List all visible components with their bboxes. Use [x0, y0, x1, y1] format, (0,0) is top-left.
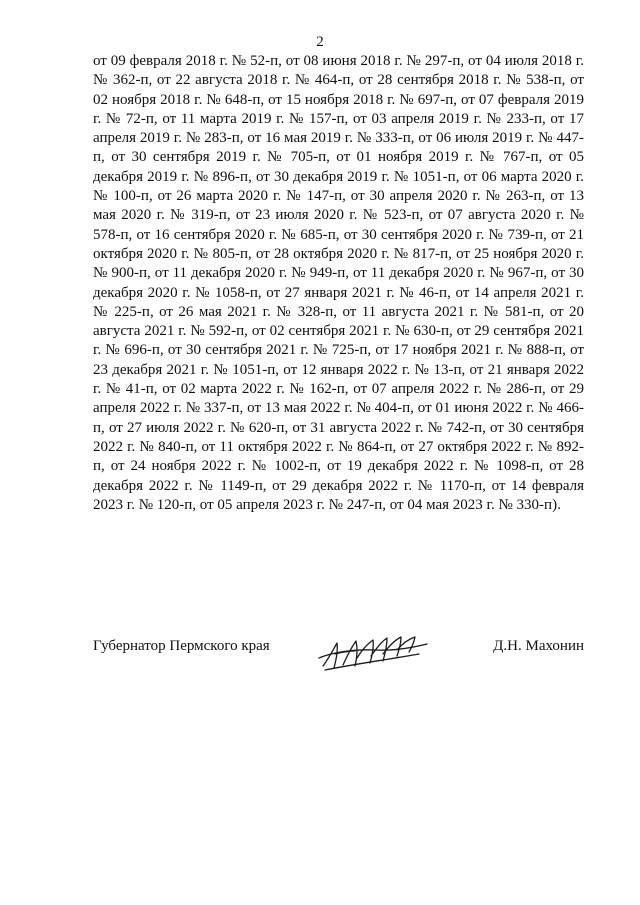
body-paragraph: от 09 февраля 2018 г. № 52-п, от 08 июня 2018 г. № 297-п, от 04 июля 2018 г. № 362-п, от 22 августа 2018 г. № 464-п, от 28 сентября 2018 г. № 538-п, от 02 ноября 2018 г. № 648-п, от 15 ноября 2018 г. № 697-п, от 07 февраля 2019 г. № 72-п, от 11 марта 2019 г. № 157-п, от 03 апреля 2019 г. № 233-п, от 17 апреля 2019 г. № 283-п, от 16 мая 2019 г. № 333-п, от 06 июля 2019 г. № 447-п, от 30 сентября 2019 г. № 705-п, от 01 ноября 2019 г. № 767-п, от 05 декабря 2019 г. № 896-п, от 30 декабря 2019 г. № 1051-п, от 06 марта 2020 г. № 100-п, от 26 марта 2020 г. № 147-п, от 30 апреля 2020 г. № 263-п, от 13 мая 2020 г. № 319-п, от 23 июля 2020 г. № 523-п, от 07 августа 2020 г. № 578-п, от 16 сентября 2020 г. № 685-п, от 30 сентября 2020 г. № 739-п, от 21 октября 2020 г. № 805-п, от 28 октября 2020 г. № 817-п, от 25 ноября 2020 г. № 900-п, от 11 декабря 2020 г. № 949-п, от 11 декабря 2020 г. № 967-п, от 30 декабря 2020 г. № 1058-п, от 27 января 2021 г. № 46-п, от 14 апреля 2021 г. № 225-п, от 26 мая 2021 г. № 328-п, от 11 августа 2021 г. № 581-п, от 20 августа 2021 г. № 592-п, от 02 сентября 2021 г. № 630-п, от 29 сентября 2021 г. № 696-п, от 30 сентября 2021 г. № 725-п, от 17 ноября 2021 г. № 888-п, от 23 декабря 2021 г. № 1051-п, от 12 января 2022 г. № 13-п, от 21 января 2022 г. № 41-п, от 02 марта 2022 г. № 162-п, от 07 апреля 2022 г. № 286-п, от 29 апреля 2022 г. № 337-п, от 13 мая 2022 г. № 404-п, от 01 июня 2022 г. № 466-п, от 27 июля 2022 г. № 620-п, от 31 августа 2022 г. № 742-п, от 30 сентября 2022 г. № 840-п, от 11 октября 2022 г. № 864-п, от 27 октября 2022 г. № 892-п, от 24 ноября 2022 г. № 1002-п, от 19 декабря 2022 г. № 1098-п, от 28 декабря 2022 г. № 1149-п, от 29 декабря 2022 г. № 1170-п, от 14 февраля 2023 г. № 120-п, от 05 апреля 2023 г. № 247-п, от 04 мая 2023 г. № 330-п).	[93, 53, 584, 513]
handwritten-signature	[315, 628, 431, 674]
page-number: 2	[316, 34, 324, 50]
signer-title: Губернатор Пермского края	[93, 638, 270, 654]
signature-block	[93, 628, 584, 678]
signer-name: Д.Н. Махонин	[493, 638, 584, 654]
